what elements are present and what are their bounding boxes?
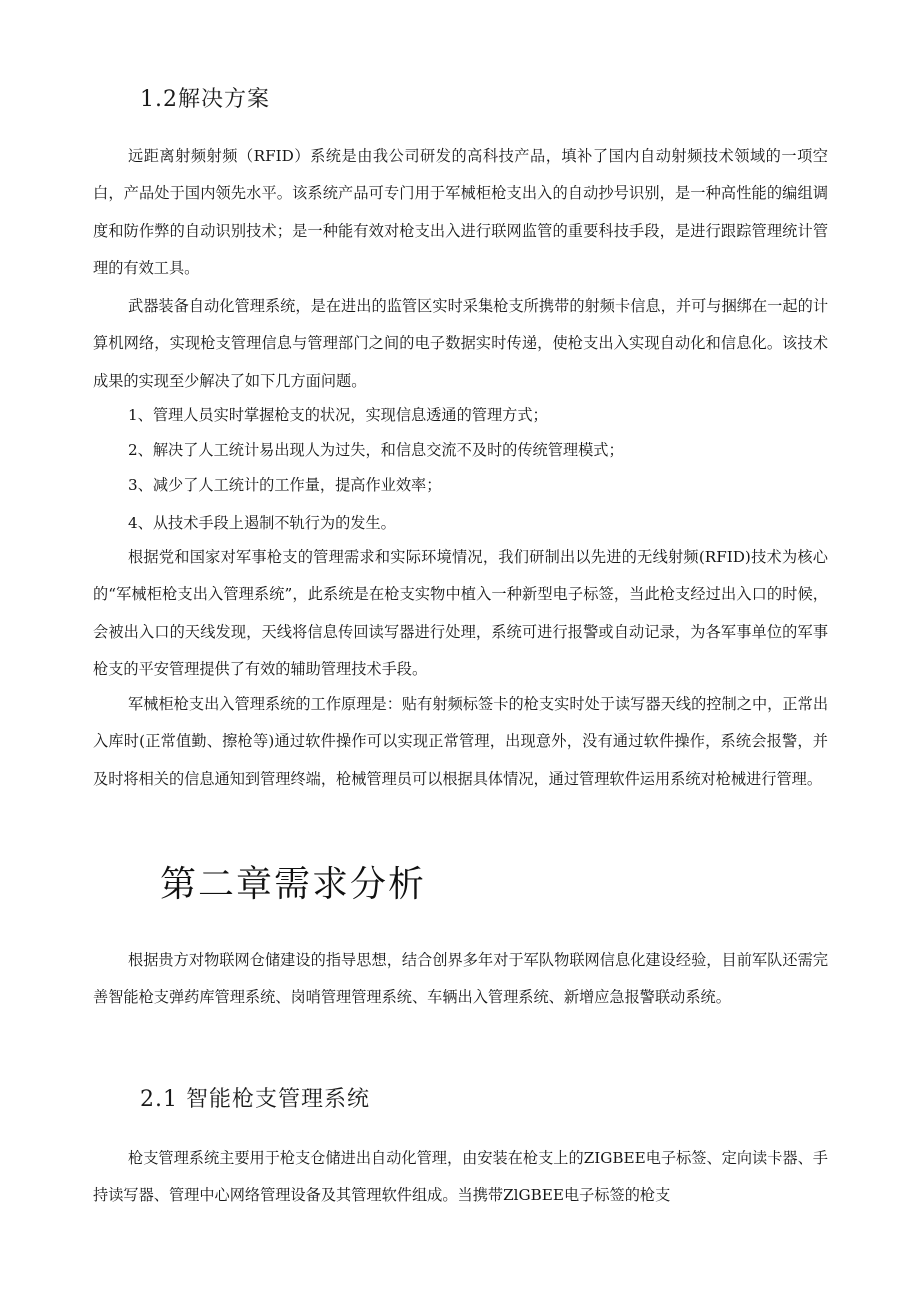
section-heading-2-1: 2.1 智能枪支管理系统 xyxy=(140,1087,370,1112)
list-item: 3、减少了人工统计的工作量，提高作业效率； xyxy=(128,476,442,494)
list-item: 1、管理人员实时掌握枪支的状况，实现信息透通的管理方式； xyxy=(128,406,548,424)
list-item: 2、解决了人工统计易出现人为过失，和信息交流不及时的传统管理模式； xyxy=(128,441,624,459)
chapter-heading-2: 第二章需求分析 xyxy=(160,864,427,905)
list-item: 4、从技术手段上遏制不轨行为的发生。 xyxy=(128,514,396,532)
section-heading-1-2: 1.2解决方案 xyxy=(140,87,270,112)
paragraph: 枪支管理系统主要用于枪支仓储进出自动化管理，由安装在枪支上的ZIGBEE电子标签、定向读卡器、手持读写器、管理中心网络管理设备及其管理软件组成。当携带ZlGBEE电子标签的枪支 xyxy=(93,1149,828,1205)
paragraph: 根据贵方对物联网仓储建设的指导思想，结合创界多年对于军队物联网信息化建设经验，目前军队还需完善智能枪支弹药库管理系统、岗哨管理管理系统、车辆出入管理系统、新增应急报警联动系统。 xyxy=(93,951,828,1007)
paragraph: 远距离射频射频（RFID）系统是由我公司研发的高科技产品，填补了国内自动射频技术领域的一项空白，产品处于国内领先水平。该系统产品可专门用于军械柜枪支出入的自动抄号识别，是一种高性能的编组调度和防作弊的自动识别技术；是一种能有效对枪支出入进行联网监管的重要科技手段，是进行跟踪管理统计管理的有效工具。 xyxy=(93,147,828,278)
paragraph: 根据党和国家对军事枪支的管理需求和实际环境情况，我们研制出以先进的无线射频(RFID)技术为核心的“军械柜枪支出入管理系统”，此系统是在枪支实物中植入一种新型电子标签，当此枪支经过出入口的时候，会被出入口的天线发现，天线将信息传回读写器进行处理，系统可进行报警或自动记录，为各军事单位的军事枪支的平安管理提供了有效的辅助管理技术手段。 xyxy=(93,548,828,679)
paragraph: 军械柜枪支出入管理系统的工作原理是：贴有射频标签卡的枪支实时处于读写器天线的控制之中，正常出入库时(正常值勤、擦枪等)通过软件操作可以实现正常管理，出现意外，没有通过软件操作，系统会报警，并及时将相关的信息通知到管理终端，枪械管理员可以根据具体情况，通过管理软件运用系统对枪械进行管理。 xyxy=(93,695,828,788)
paragraph: 武器装备自动化管理系统，是在进出的监管区实时采集枪支所携带的射频卡信息，并可与捆绑在一起的计算机网络，实现枪支管理信息与管理部门之间的电子数据实时传递，使枪支出入实现自动化和信息化。该技术成果的实现至少解决了如下几方面问题。 xyxy=(93,297,828,390)
